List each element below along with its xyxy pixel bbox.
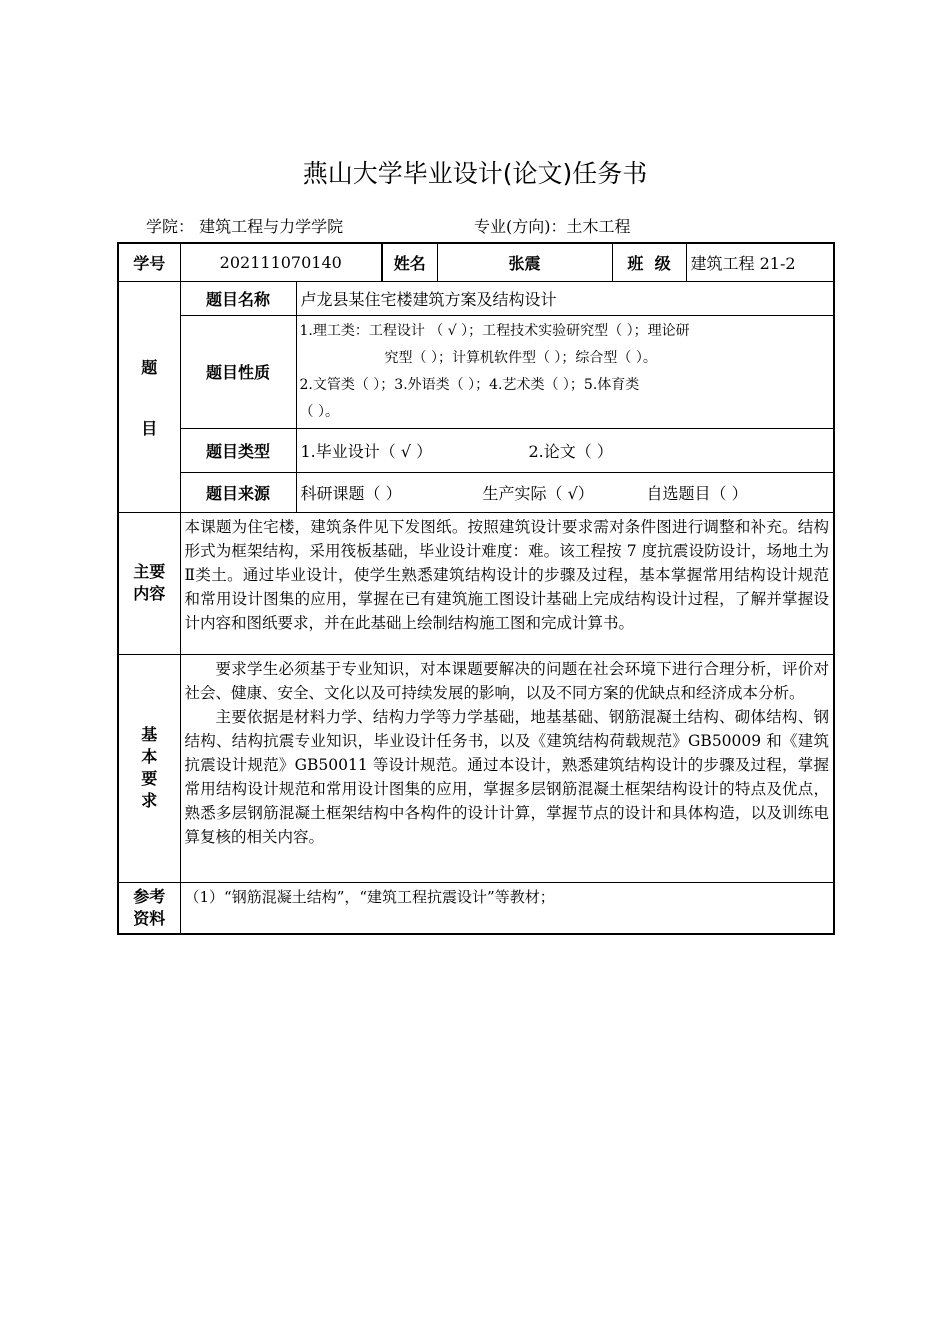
type-option-thesis: 2.论文（ ） bbox=[528, 441, 613, 461]
topic-nature-options bbox=[296, 315, 834, 428]
college-line bbox=[146, 214, 343, 237]
topic-type-options bbox=[296, 428, 834, 472]
topic-name-row bbox=[118, 281, 834, 315]
requirements-label-4: 求 bbox=[141, 791, 158, 810]
college-label: 学院： bbox=[146, 217, 195, 236]
requirements-label-1: 基 bbox=[141, 725, 158, 744]
major-label: 专业(方向)： bbox=[474, 217, 567, 236]
student-name-label: 姓名 bbox=[382, 243, 437, 281]
topic-type-label: 题目类型 bbox=[180, 428, 296, 472]
topic-name-label: 题目名称 bbox=[180, 281, 296, 315]
student-id-label: 学号 bbox=[118, 243, 180, 281]
task-form-table bbox=[117, 242, 835, 935]
class-value: 建筑工程 21-2 bbox=[686, 243, 834, 281]
main-content-label-2: 内容 bbox=[133, 584, 166, 603]
type-option-graduation-design: 1.毕业设计（ √ ） bbox=[300, 441, 433, 461]
references-label bbox=[118, 882, 180, 934]
document-title: 燕山大学毕业设计(论文)任务书 bbox=[302, 159, 648, 188]
source-option-production: 生产实际（ √） bbox=[482, 483, 594, 503]
requirements-label-3: 要 bbox=[141, 769, 158, 788]
references-label-2: 资料 bbox=[133, 908, 166, 928]
requirements-text bbox=[180, 654, 834, 882]
references-text: （1）“钢筋混凝土结构”，“建筑工程抗震设计”等教材； bbox=[180, 882, 834, 934]
student-id-value: 202111070140 bbox=[180, 243, 382, 281]
topic-type-row bbox=[118, 428, 834, 472]
requirements-label-2: 本 bbox=[141, 747, 158, 766]
requirements-paragraph-2: 主要依据是材料力学、结构力学等力学基础，地基基础、钢筋混凝土结构、砌体结构、钢结构、结构抗震专业知识，毕业设计任务书，以及《建筑结构荷载规范》GB50009 和《建筑抗震设计规范》GB50011 等设计规范。通过本设计，熟悉建筑结构设计的步骤及过程，掌握常用结构设计规范和常用设计图集的应用，掌握多层钢筋混凝土框架结构设计的特点及优点，熟悉多层钢筋混凝土框架结构中各构件的设计计算，掌握节点的设计和具体构造，以及训练电算复核的相关内容。 bbox=[184, 707, 829, 846]
nature-line-2: 究型（ ）；计算机软件型（ ）；综合型（ ）。 bbox=[384, 349, 657, 366]
major-line bbox=[474, 214, 631, 237]
nature-line-1: 1.理工类：工程设计 （ √ ）；工程技术实验研究型（ ）；理论研 bbox=[299, 322, 690, 339]
main-content-row bbox=[118, 512, 834, 654]
student-row bbox=[118, 243, 834, 281]
source-option-self-selected: 自选题目（ ） bbox=[646, 483, 748, 503]
topic-label-char-2: 目 bbox=[141, 418, 158, 438]
topic-label-char-1: 题 bbox=[141, 357, 158, 377]
main-content-text bbox=[180, 512, 834, 654]
requirements-row bbox=[118, 654, 834, 882]
nature-line-4: （ ）。 bbox=[299, 403, 339, 420]
main-content-label bbox=[118, 512, 180, 654]
student-name-value: 张震 bbox=[437, 243, 612, 281]
main-content-paragraph: 本课题为住宅楼，建筑条件见下发图纸。按照建筑设计要求需对条件图进行调整和补充。结构形式为框架结构，采用筏板基础，毕业设计难度：难。该工程按 7 度抗震设防设计，场地土为Ⅱ类土。通过毕业设计，使学生熟悉建筑结构设计的步骤及过程，基本掌握常用结构设计规范和常用设计图集的应用，掌握在已有建筑施工图设计基础上完成结构设计过程，了解并掌握设计内容和图纸要求，并在此基础上绘制结构施工图和完成计算书。 bbox=[184, 517, 829, 632]
major-value: 土木工程 bbox=[566, 217, 631, 236]
topic-section-label bbox=[118, 281, 180, 512]
topic-nature-row bbox=[118, 315, 834, 428]
topic-source-row bbox=[118, 472, 834, 512]
topic-source-options bbox=[296, 472, 834, 512]
college-value: 建筑工程与力学学院 bbox=[199, 217, 344, 236]
topic-name-value: 卢龙县某住宅楼建筑方案及结构设计 bbox=[296, 281, 834, 315]
topic-nature-label: 题目性质 bbox=[180, 315, 296, 428]
main-content-label-1: 主要 bbox=[133, 562, 166, 581]
nature-line-3: 2.文管类（ ）；3.外语类（ ）；4.艺术类（ ）；5.体育类 bbox=[299, 376, 640, 393]
references-label-1: 参考 bbox=[133, 886, 166, 906]
class-label: 班 级 bbox=[612, 243, 686, 281]
source-option-research: 科研课题（ ） bbox=[300, 483, 402, 503]
topic-source-label: 题目来源 bbox=[180, 472, 296, 512]
references-row bbox=[118, 882, 834, 934]
requirements-label bbox=[118, 654, 180, 882]
requirements-paragraph-1: 要求学生必须基于专业知识，对本课题要解决的问题在社会环境下进行合理分析，评价对社会、健康、安全、文化以及可持续发展的影响，以及不同方案的优缺点和经济成本分析。 bbox=[184, 659, 829, 702]
